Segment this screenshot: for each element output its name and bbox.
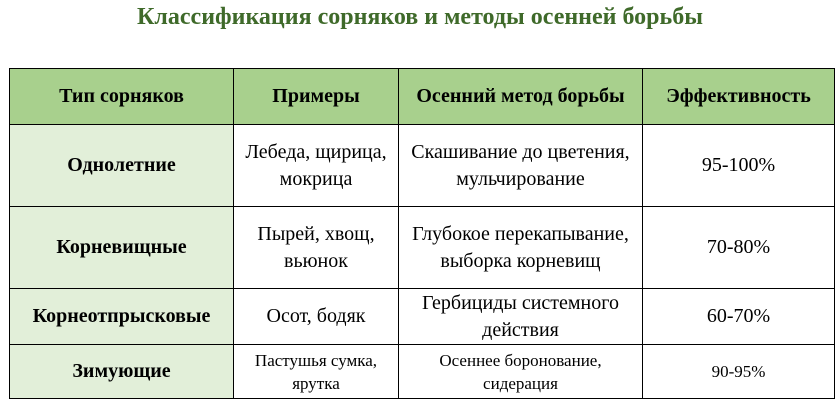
table-header-row xyxy=(10,69,835,125)
header-autumn-method: Осенний метод борьбы xyxy=(399,69,643,125)
table-row xyxy=(10,289,835,345)
weed-type-cell: Корнеотпрысковые xyxy=(10,289,234,345)
efficiency-cell: 95-100% xyxy=(643,125,835,207)
efficiency-cell: 70-80% xyxy=(643,207,835,289)
weed-type-cell: Корневищные xyxy=(10,207,234,289)
header-examples: Примеры xyxy=(234,69,399,125)
examples-cell: Лебеда, щирица, мокрица xyxy=(234,125,399,207)
method-cell: Глубокое перекапывание, выборка корневищ xyxy=(399,207,643,289)
table-row xyxy=(10,125,835,207)
page-title: Классификация сорняков и методы осенней борьбы xyxy=(137,4,703,30)
table-row xyxy=(10,207,835,289)
weed-type-cell: Однолетние xyxy=(10,125,234,207)
weed-type-cell: Зимующие xyxy=(10,345,234,399)
examples-cell: Пастушья сумка, ярутка xyxy=(234,345,399,399)
header-efficiency: Эффективность xyxy=(643,69,835,125)
examples-cell: Осот, бодяк xyxy=(234,289,399,345)
method-cell: Скашивание до цветения, мульчирование xyxy=(399,125,643,207)
table-row xyxy=(10,345,835,399)
efficiency-cell: 60-70% xyxy=(643,289,835,345)
method-cell: Гербициды системного действия xyxy=(399,289,643,345)
weed-control-table xyxy=(9,68,835,399)
examples-cell: Пырей, хвощ, вьюнок xyxy=(234,207,399,289)
header-weed-type: Тип сорняков xyxy=(10,69,234,125)
efficiency-cell: 90-95% xyxy=(643,345,835,399)
method-cell: Осеннее боронование, сидерация xyxy=(399,345,643,399)
